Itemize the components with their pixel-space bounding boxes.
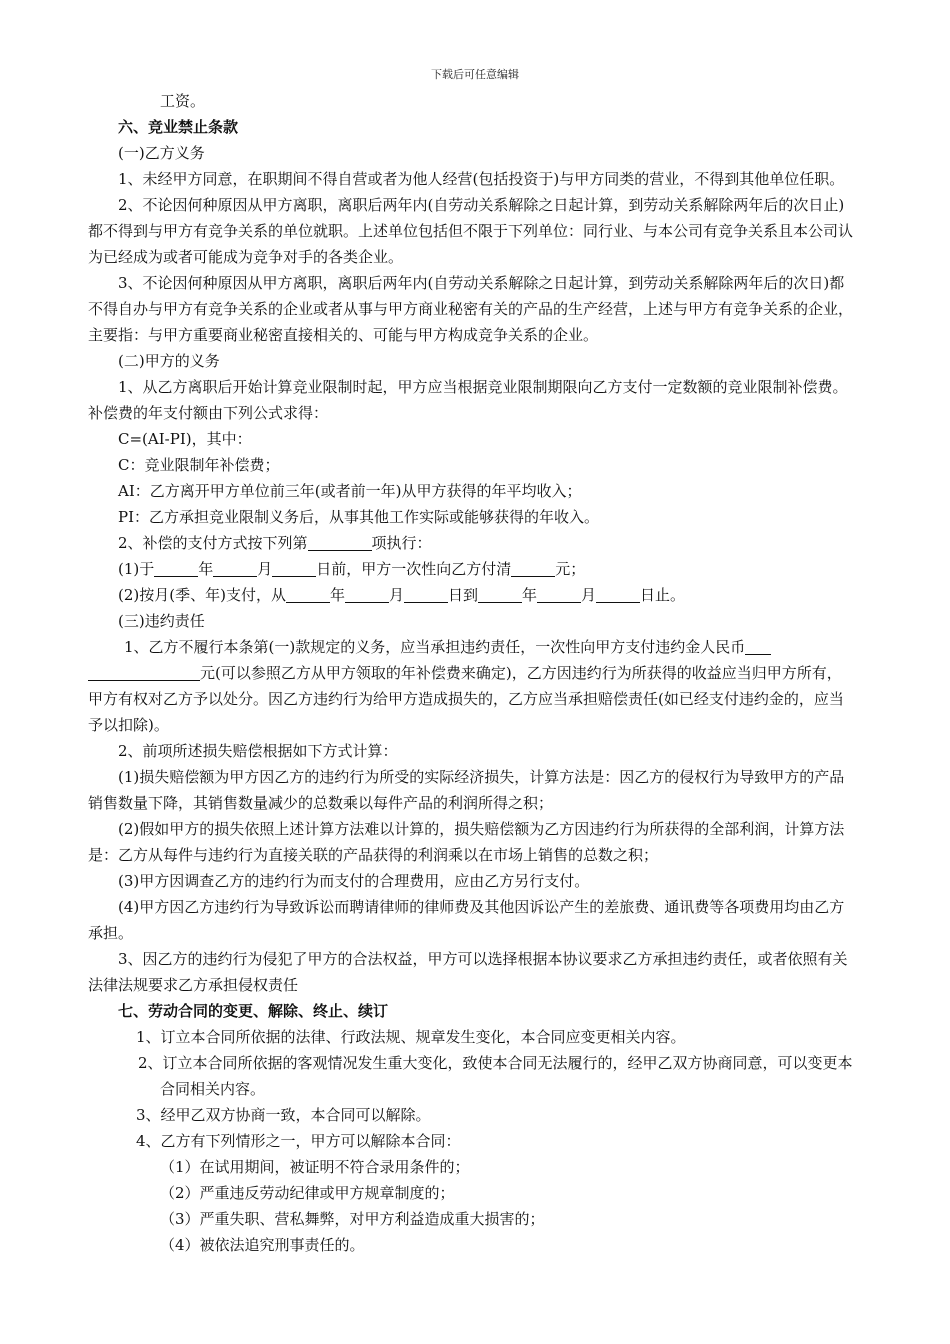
text-segment: 元(可以参照乙方从甲方领取的年补偿费来确定)，乙方因违约行为所获得的收益应当归甲方所有，甲方有权对乙方予以处分。因乙方违约行为给甲方造成损失的，乙方应当承担赔偿责任(如已经支付违约金的，应当予以扣除)。 [88,664,844,734]
text-segment: 日到 [447,586,478,604]
fill-blank[interactable] [286,584,330,603]
text-segment: 日前，甲方一次性向乙方付清 [316,560,512,578]
page-header: 下载后可任意编辑 [431,68,519,81]
text-segment: 日止。 [640,586,686,604]
document-body [88,88,856,1258]
list-item: （4）被依法追究刑事责任的。 [160,1236,365,1254]
fill-blank[interactable] [537,584,581,603]
text-segment: 元； [555,560,586,578]
list-item: （2）严重违反劳动纪律或甲方规章制度的； [160,1184,455,1202]
clause-paragraph: 1、订立本合同所依据的法律、行政法规、规章发生变化，本合同应变更相关内容。 [136,1028,686,1046]
clause-paragraph: 3、不论因何种原因从甲方离职，离职后两年内(自劳动关系解除之日起计算，到劳动关系解除两年后的次日)都不得自办与甲方有竞争关系的企业或者从事与甲方商业秘密有关的产品的生产经营，上述与甲方有竞争关系的企业，主要指：与甲方重要商业秘密直接相关的、可能与甲方构成竞争关系的企业。 [88,274,854,344]
text-segment: (2)按月(季、年)支付，从 [118,586,286,604]
text-segment: 项执行： [371,534,432,552]
text-segment: (1)于 [118,560,155,578]
text-segment: 月 [388,586,404,604]
payment-option-2 [88,582,856,608]
fill-blank[interactable] [596,584,640,603]
text-segment: 月 [257,560,273,578]
clause-paragraph: (3)甲方因调查乙方的违约行为而支付的合理费用，应由乙方另行支付。 [118,872,590,890]
subsection-heading: (二)甲方的义务 [118,352,220,370]
text-segment: 年 [329,586,345,604]
payment-method-line [88,530,856,556]
text-segment: 年 [198,560,214,578]
subsection-heading: (一)乙方义务 [118,144,205,162]
clause-paragraph: (1)损失赔偿额为甲方因乙方的违约行为所受的实际经济损失，计算方法是：因乙方的侵权行为导致甲方的产品销售数量下降，其销售数量减少的总数乘以每件产品的利润所得之积； [88,768,845,812]
fill-blank[interactable] [478,584,522,603]
fill-blank[interactable] [745,636,771,655]
text-segment: 2、补偿的支付方式按下列第 [118,534,308,552]
clause-paragraph: 3、经甲乙双方协商一致，本合同可以解除。 [136,1106,431,1124]
subsection-heading: (三)违约责任 [118,612,205,630]
fill-blank[interactable] [345,584,389,603]
clause-paragraph: 4、乙方有下列情形之一，甲方可以解除本合同： [136,1132,461,1150]
section-heading-7: 七、劳动合同的变更、解除、终止、续订 [118,1002,389,1020]
clause-paragraph: 1、未经甲方同意，在职期间不得自营或者为他人经营(包括投资于)与甲方同类的营业，不得到其他单位任职。 [118,170,845,188]
clause-paragraph: 2、不论因何种原因从甲方离职，离职后两年内(自劳动关系解除之日起计算，到劳动关系解除两年后的次日止)都不得到与甲方有竞争关系的单位就职。上述单位包括但不限于下列单位：同行业、与本公司有竞争关系且本公司认为已经成为或者可能成为竞争对手的各类企业。 [88,196,854,266]
clause-paragraph: 2、前项所述损失赔偿根据如下方式计算： [118,742,398,760]
list-item: （3）严重失职、营私舞弊，对甲方利益造成重大损害的； [160,1210,545,1228]
clause-paragraph: 2、订立本合同所依据的客观情况发生重大变化，致使本合同无法履行的，经甲乙双方协商同意，可以变更本合同相关内容。 [138,1054,853,1098]
fill-blank[interactable] [154,558,198,577]
clause-paragraph: (4)甲方因乙方违约行为导致诉讼而聘请律师的律师费及其他因诉讼产生的差旅费、通讯费等各项费用均由乙方承担。 [88,898,845,942]
list-item: （1）在试用期间，被证明不符合录用条件的； [160,1158,470,1176]
text-segment: 年 [522,586,538,604]
section-heading-6: 六、竞业禁止条款 [118,118,239,136]
formula-line: AI：乙方离开甲方单位前三年(或者前一年)从甲方获得的年平均收入； [118,482,582,500]
fill-blank[interactable] [88,662,200,681]
formula-line: PI：乙方承担竞业限制义务后，从事其他工作实际或能够获得的年收入。 [118,508,600,526]
clause-paragraph: 1、从乙方离职后开始计算竞业限制时起，甲方应当根据竞业限制期限向乙方支付一定数额的竞业限制补偿费。补偿费的年支付额由下列公式求得： [88,378,848,422]
payment-option-1 [88,556,856,582]
fill-blank[interactable] [308,532,372,551]
fill-blank[interactable] [511,558,555,577]
clause-paragraph [88,634,856,738]
text-segment: 月 [581,586,597,604]
fill-blank[interactable] [213,558,257,577]
clause-paragraph: (2)假如甲方的损失依照上述计算方法难以计算的，损失赔偿额为乙方因违约行为所获得的全部利润，计算方法是：乙方从每件与违约行为直接关联的产品获得的利润乘以在市场上销售的总数之积； [88,820,845,864]
clause-paragraph: 3、因乙方的违约行为侵犯了甲方的合法权益，甲方可以选择根据本协议要求乙方承担违约责任，或者依照有关法律法规要求乙方承担侵权责任 [88,950,848,994]
paragraph-continuation: 工资。 [160,92,206,110]
formula-line: C=(AI-PI)，其中： [118,430,252,448]
text-segment: 1、乙方不履行本条第(一)款规定的义务，应当承担违约责任，一次性向甲方支付违约金人民币 [124,638,746,656]
formula-line: C：竞业限制年补偿费； [118,456,280,474]
fill-blank[interactable] [404,584,448,603]
fill-blank[interactable] [272,558,316,577]
